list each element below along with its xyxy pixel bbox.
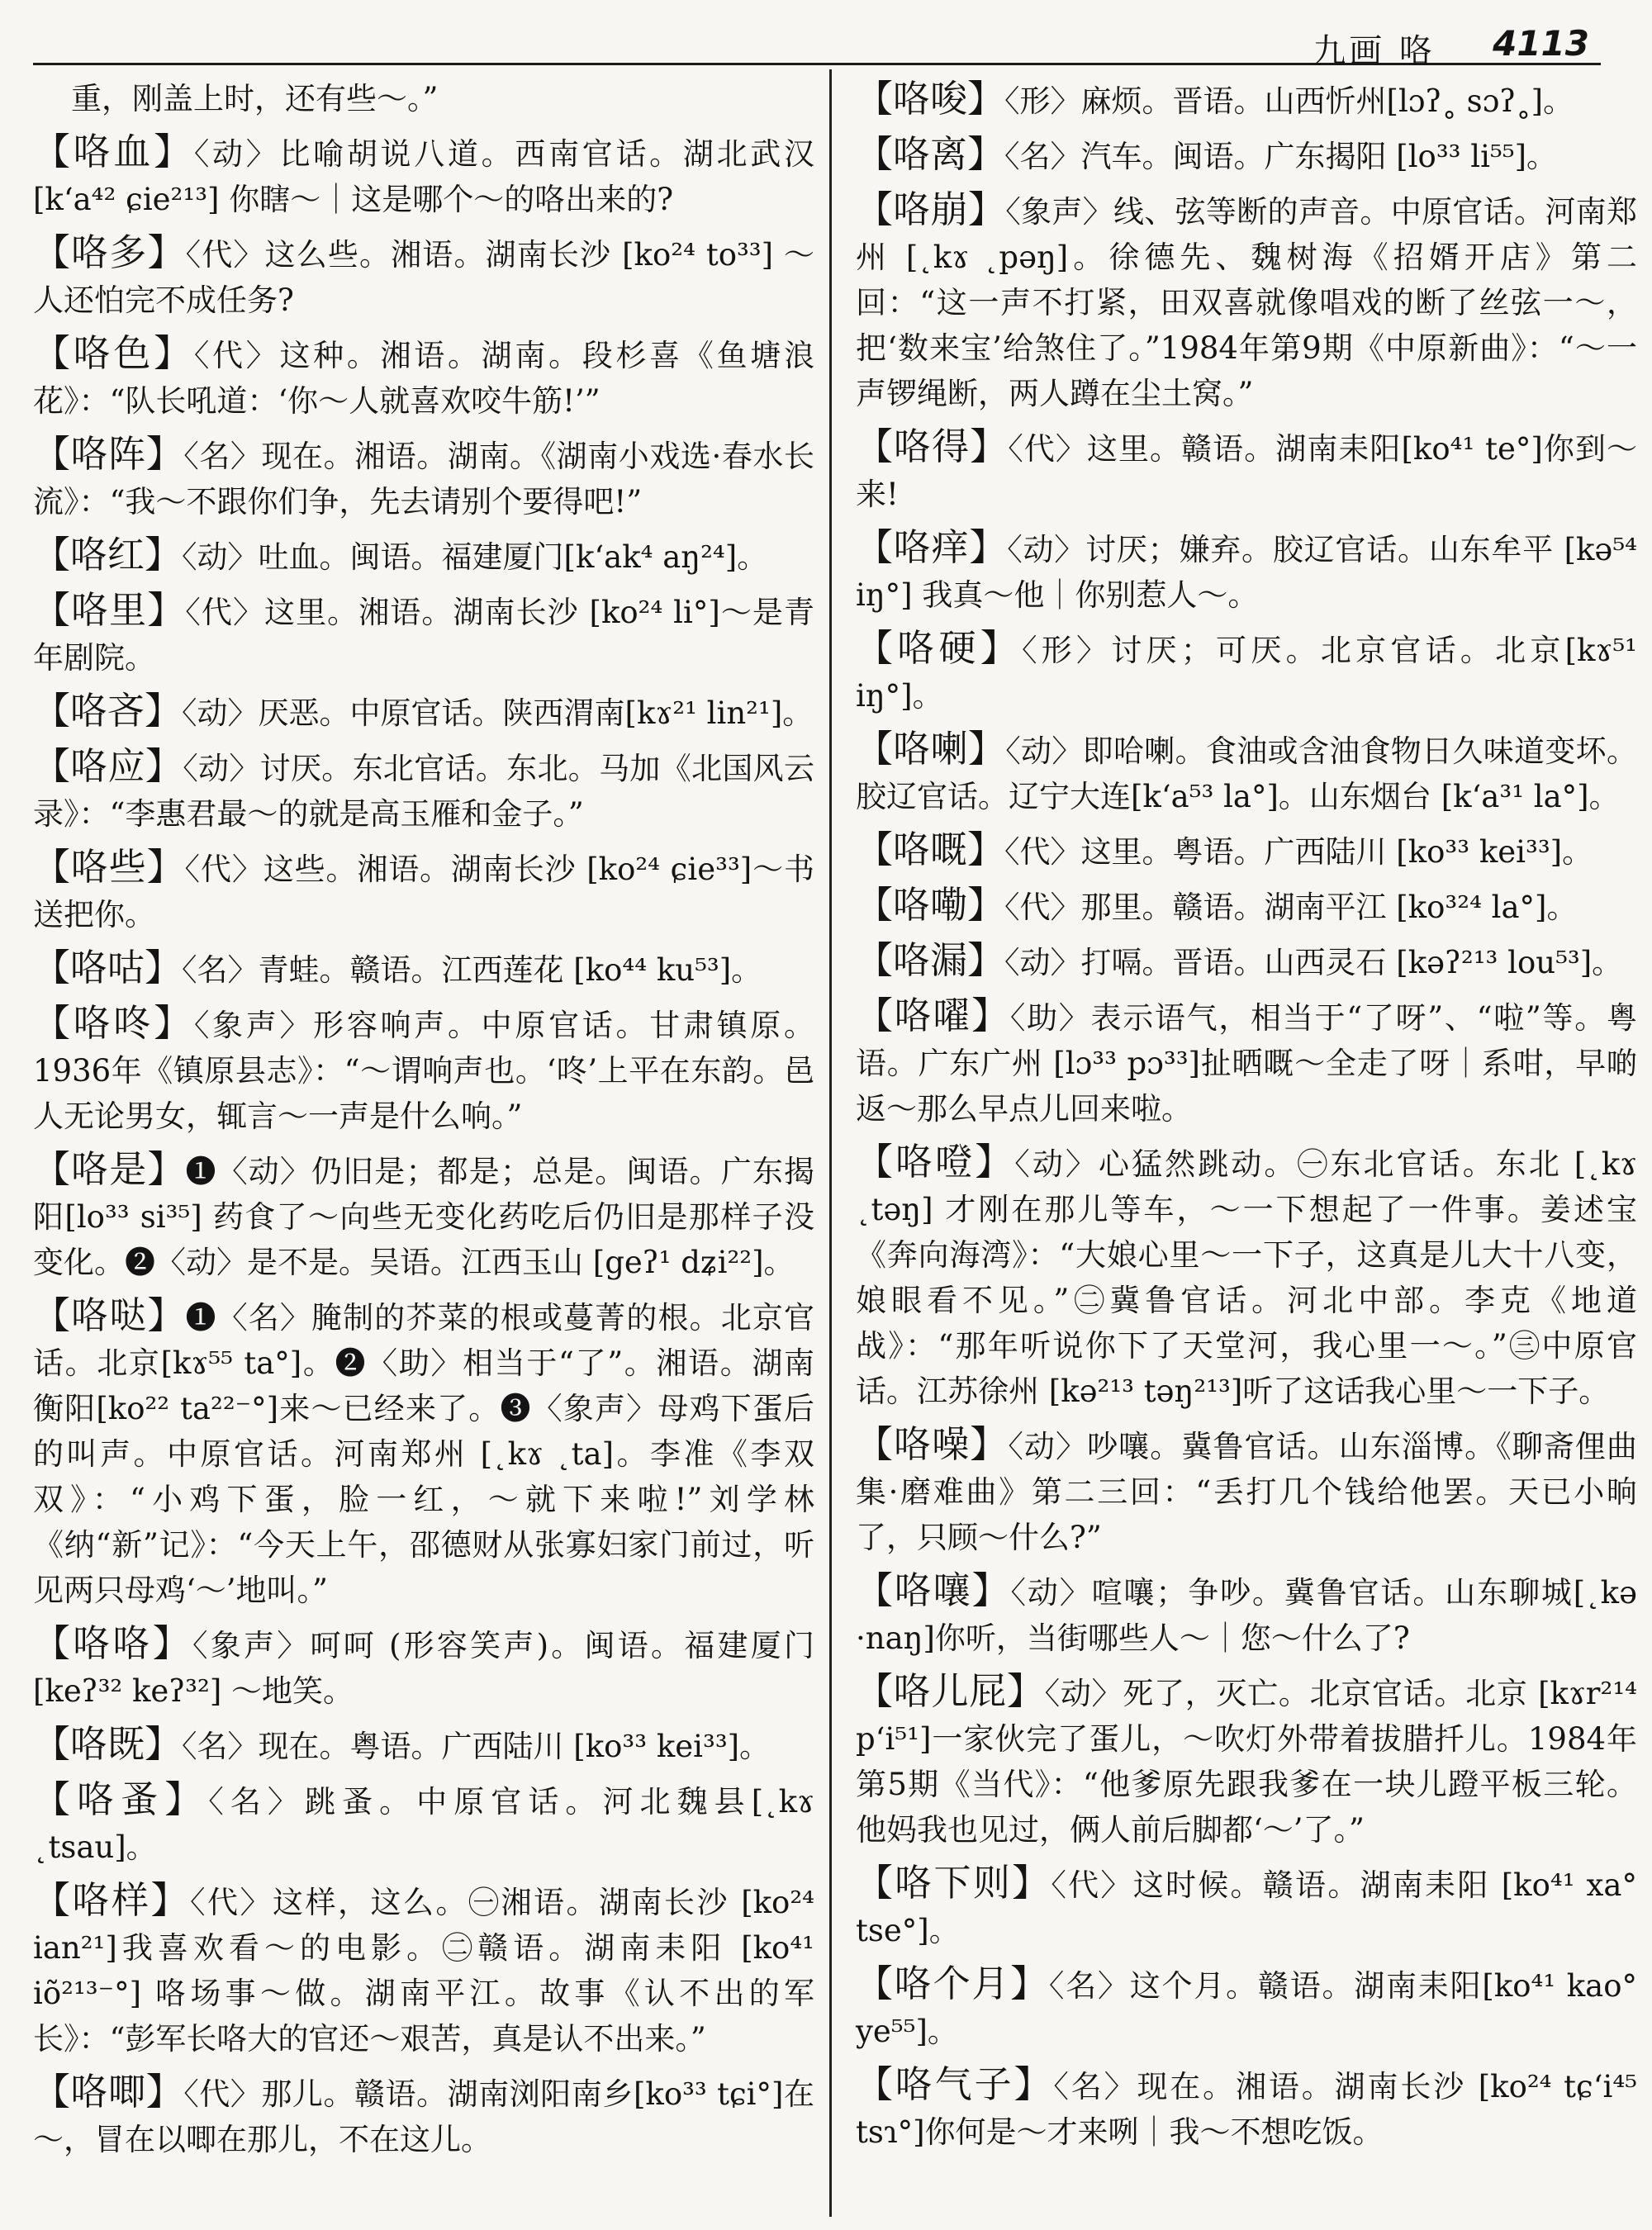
dictionary-entry	[33, 1777, 814, 1870]
entry-definition: ❶〈名〉腌制的芥菜的根或蔓菁的根。北京官话。北京[kɤ⁵⁵ ta°]。❷〈助〉相当于“了”。湘语。湖南衡阳[ko²² ta²²⁻°]来～已经来了。❸〈象声〉母鸡下蛋后的叫声。中原官话。河南郑州 [˛kɤ ˛ta]。李准《李双双》：“小鸡下蛋，脸一红，～就下来啦!”刘学林《纳“新”记》：“今天上午，邵德财从张寡妇家门前过，听见两只母鸡‘～’地叫。”	[33, 1300, 814, 1608]
entry-definition: 〈代〉那儿。赣语。湖南浏阳南乡[ko³³ tɕi°]在～，冒在以唧在那儿，不在这儿。	[33, 2076, 814, 2157]
entry-headword: 【咯崩】	[856, 187, 1006, 231]
continuation-text: 重，刚盖上时，还有些～。”	[71, 81, 439, 116]
dictionary-entry	[33, 129, 814, 222]
entry-definition: 〈名〉跳蚤。中原官话。河北魏县[˛kɤ ˛tsau]。	[33, 1784, 814, 1865]
entry-headword: 【咯个月】	[856, 1962, 1049, 2005]
entry-headword: 【咯嚁】	[856, 994, 1010, 1037]
entry-headword: 【咯喇】	[856, 727, 1006, 771]
entry-definition: 〈代〉这样，这么。㊀湘语。湖南长沙 [ko²⁴ ian²¹]我喜欢看～的电影。㊁赣语。湖南耒阳 [ko⁴¹ iõ²¹³⁻°] 咯场事～做。湖南平江。故事《认不出的军长》：“彭军长咯大的官还～艰苦，真是认不出来。”	[33, 1885, 814, 2057]
dictionary-entry	[856, 625, 1637, 719]
entry-headword: 【咯阵】	[33, 432, 184, 476]
dictionary-entry	[33, 1620, 814, 1714]
entry-definition: 〈动〉即哈喇。食油或含油食物日久味道变坏。胶辽官话。辽宁大连[k‘a⁵³ la°]。山东烟台 [k‘a³¹ la°]。	[856, 733, 1637, 814]
entry-headword: 【咯哒】	[33, 1293, 186, 1337]
dictionary-entry	[33, 1146, 814, 1285]
dictionary-entry	[33, 587, 814, 681]
entry-headword: 【咯应】	[33, 744, 183, 788]
dictionary-entry	[33, 1000, 814, 1139]
dictionary-entry	[856, 726, 1637, 819]
entry-definition: 〈代〉那里。赣语。湖南平江 [ko³²⁴ la°]。	[1004, 890, 1578, 925]
entry-headword: 【咯漏】	[856, 938, 1005, 982]
entry-definition: 〈动〉厌恶。中原官话。陕西渭南[kɤ²¹ lin²¹]。	[182, 695, 814, 731]
entry-definition: 〈名〉青蛙。赣语。江西莲花 [ko⁴⁴ ku⁵³]。	[182, 952, 762, 988]
dictionary-entry	[856, 1668, 1637, 1853]
dictionary-entry	[856, 1421, 1637, 1560]
entry-headword: 【咯咯】	[33, 1621, 192, 1665]
entry-definition: 〈名〉汽车。闽语。广东揭阳 [lo³³ li⁵⁵]。	[1004, 139, 1558, 174]
entry-headword: 【咯咚】	[33, 1001, 194, 1045]
entry-definition: 〈动〉吵嚷。冀鲁官话。山东淄博。《聊斋俚曲集·磨难曲》第二三回：“丢打几个钱给他罢。天已小晌了，只顾～什么?”	[856, 1429, 1637, 1555]
entry-headword: 【咯痒】	[856, 525, 1008, 569]
entry-headword: 【咯多】	[33, 230, 186, 274]
entry-headword: 【咯血】	[33, 130, 194, 173]
running-header	[33, 20, 1601, 70]
entry-headword: 【咯嘅】	[856, 828, 1005, 871]
entry-headword: 【咯噪】	[856, 1422, 1009, 1466]
entry-definition: 〈名〉现在。湘语。湖南。《湖南小戏选·春水长流》：“我～不跟你们争，先去请别个要得吧!”	[33, 439, 814, 520]
entry-definition: 〈名〉现在。粤语。广西陆川 [ko³³ kei³³]。	[182, 1729, 771, 1764]
dictionary-entry	[33, 688, 814, 736]
dictionary-entry	[33, 431, 814, 524]
section-label: 九画 咯	[1313, 32, 1436, 70]
dictionary-entry	[856, 1568, 1637, 1661]
entry-definition: 〈代〉这种。湘语。湖南。段杉喜《鱼塘浪花》：“队长吼道：‘你～人就喜欢咬牛筋!’”	[33, 338, 814, 419]
dictionary-entry	[856, 1860, 1637, 1953]
entry-headword: 【咯噔】	[856, 1140, 1015, 1184]
entry-definition: 〈代〉这些。湘语。湖南长沙 [ko²⁴ ɕie³³]～书送把你。	[33, 852, 814, 932]
entry-definition: 〈象声〉线、弦等断的声音。中原官话。河南郑州 [˛kɤ ˛pəŋ]。徐德先、魏树海《招婿开店》第二回：“这一声不打紧，田双喜就像唱戏的断了丝弦一～，把‘数来宝’给煞住了。”1984年第9期《中原新曲》：“～一声锣绳断，两人蹲在尘土窝。”	[856, 194, 1637, 411]
page-number: 4113	[1493, 23, 1589, 64]
entry-headword: 【咯样】	[33, 1878, 190, 1922]
dictionary-entry	[33, 743, 814, 837]
dictionary-entry	[33, 1877, 814, 2062]
column-divider	[829, 69, 832, 2217]
entry-headword: 【咯是】	[33, 1147, 186, 1191]
entry-headword: 【咯嘞】	[856, 883, 1005, 927]
dictionary-entry	[33, 1293, 814, 1613]
entry-headword: 【咯吝】	[33, 689, 183, 733]
entry-headword: 【咯离】	[856, 132, 1005, 176]
dictionary-entry	[33, 2069, 814, 2162]
entry-headword: 【咯儿屁】	[856, 1669, 1045, 1713]
dictionary-entry	[856, 937, 1637, 985]
entry-headword: 【咯色】	[33, 331, 194, 375]
entry-definition: 〈动〉死了，灭亡。北京官话。北京 [kɤr²¹⁴ p‘i⁵¹]一家伙完了蛋儿，～吹灯外带着拔腊扦儿。1984年第5期《当代》：“他爹原先跟我爹在一块儿蹬平板三轮。他妈我也见过，俩人前后脚都‘～’了。”	[856, 1676, 1637, 1848]
dictionary-entry	[856, 2062, 1637, 2155]
entry-definition: 〈动〉讨厌。东北官话。东北。马加《北国风云录》：“李惠君最～的就是高玉雁和金子。”	[33, 751, 814, 832]
dictionary-entry	[856, 131, 1637, 179]
entry-headword: 【咯得】	[856, 425, 1009, 468]
entry-definition: 〈形〉讨厌；可厌。北京官话。北京[kɤ⁵¹ iŋ°]。	[856, 633, 1637, 714]
entry-headword: 【咯唧】	[33, 2070, 184, 2114]
entry-headword: 【咯既】	[33, 1722, 183, 1766]
dictionary-entry	[856, 424, 1637, 517]
entry-definition: ❶〈动〉仍旧是；都是；总是。闽语。广东揭阳[lo³³ si³⁵] 药食了～向些无变化药吃后仍旧是那样子没变化。❷〈动〉是不是。吴语。江西玉山 [geʔ¹ dʑi²²]。	[33, 1154, 814, 1280]
entry-definition: 〈象声〉呵呵 (形容笑声)。闽语。福建厦门 [keʔ³² keʔ³²] ～地笑。	[33, 1628, 814, 1709]
dictionary-entry	[33, 330, 814, 424]
dictionary-entry	[33, 945, 814, 993]
entry-definition: 〈形〉麻烦。晋语。山西忻州[lɔʔ˳ sɔʔ˳]。	[1004, 83, 1574, 119]
entry-headword: 【咯红】	[33, 533, 183, 576]
entry-headword: 【咯下则】	[856, 1861, 1051, 1905]
left-column	[33, 76, 814, 2170]
entry-headword: 【咯咕】	[33, 946, 183, 989]
entry-headword: 【咯硬】	[856, 626, 1023, 670]
entry-definition: 〈象声〉形容响声。中原官话。甘肃镇原。1936年《镇原县志》：“～谓响声也。‘咚’上平在东韵。邑人无论男女，辄言～一声是什么响。”	[33, 1008, 814, 1134]
dictionary-entry	[33, 1721, 814, 1769]
entry-headword: 【咯气子】	[856, 2062, 1054, 2106]
dictionary-entry	[33, 844, 814, 937]
dictionary-entry	[856, 187, 1637, 416]
entry-headword: 【咯里】	[33, 588, 186, 632]
entry-definition: 〈代〉这里。湘语。湖南长沙 [ko²⁴ li°]～是青年剧院。	[33, 595, 814, 676]
entry-definition: 〈名〉这个月。赣语。湖南耒阳[ko⁴¹ kao° ye⁵⁵]。	[856, 1968, 1637, 2049]
entry-definition: 〈动〉喧嚷；争吵。冀鲁官话。山东聊城[˛kə ·naŋ]你听，当街哪些人～｜您～什么了?	[856, 1575, 1637, 1656]
entry-headword: 【咯唆】	[856, 77, 1005, 121]
right-column	[856, 76, 1637, 2162]
dictionary-entry	[856, 882, 1637, 930]
entry-definition: 〈助〉表示语气，相当于“了呀”、“啦”等。粤语。广东广州 [lɔ³³ pɔ³³]扯晒嘅～全走了呀｜系咁，早啲返～那么早点儿回来啦。	[856, 1000, 1637, 1127]
dictionary-entry	[856, 827, 1637, 875]
entry-definition: 〈名〉现在。湘语。湖南长沙 [ko²⁴ tɕ‘i⁴⁵ tsɿ°]你何是～才来咧｜我～不想吃饭。	[856, 2069, 1637, 2150]
entry-definition: 〈动〉吐血。闽语。福建厦门[k‘ak⁴ aŋ²⁴]。	[182, 539, 768, 575]
entry-definition: 〈动〉比喻胡说八道。西南官话。湖北武汉[k‘a⁴² ɕie²¹³] 你瞎～｜这是哪个～的咯出来的?	[33, 136, 814, 217]
dictionary-entry	[33, 230, 814, 323]
dictionary-entry	[856, 524, 1637, 618]
dictionary-entry	[856, 1961, 1637, 2054]
dictionary-entry	[33, 532, 814, 580]
entry-headword: 【咯些】	[33, 845, 185, 889]
dictionary-entry	[856, 1139, 1637, 1414]
entry-definition: 〈动〉打嗝。晋语。山西灵石 [kəʔ²¹³ lou⁵³]。	[1004, 945, 1623, 980]
entry-definition: 〈动〉讨厌；嫌弃。胶辽官话。山东牟平 [kə⁵⁴ iŋ°] 我真～他｜你别惹人～。	[856, 532, 1637, 613]
entry-definition: 〈代〉这里。赣语。湖南耒阳[ko⁴¹ te°]你到～来!	[856, 431, 1637, 512]
entry-definition: 〈代〉这时候。赣语。湖南耒阳 [ko⁴¹ xa° tse°]。	[856, 1867, 1637, 1948]
entry-definition: 〈动〉心猛然跳动。㊀东北官话。东北 [˛kɤ ˛təŋ] 才刚在那儿等车，～一下想起了一件事。姜述宝《奔向海湾》：“大娘心里～一下子，这真是儿大十八变，娘眼看不见。”㊁冀鲁官话。河北中部。李克《地道战》：“那年听说你下了天堂河，我心里一～。”㊂中原官话。江苏徐州 [kə²¹³ təŋ²¹³]听了这话我心里～一下子。	[856, 1146, 1637, 1409]
entry-headword: 【咯嚷】	[856, 1568, 1011, 1612]
entry-definition: 〈代〉这里。粤语。广西陆川 [ko³³ kei³³]。	[1004, 834, 1593, 870]
dictionary-entry	[856, 993, 1637, 1132]
entry-headword: 【咯蚤】	[33, 1777, 209, 1821]
entry-definition: 〈代〉这么些。湘语。湖南长沙 [ko²⁴ to³³] ～人还怕完不成任务?	[33, 237, 814, 318]
dictionary-entry	[856, 76, 1637, 124]
